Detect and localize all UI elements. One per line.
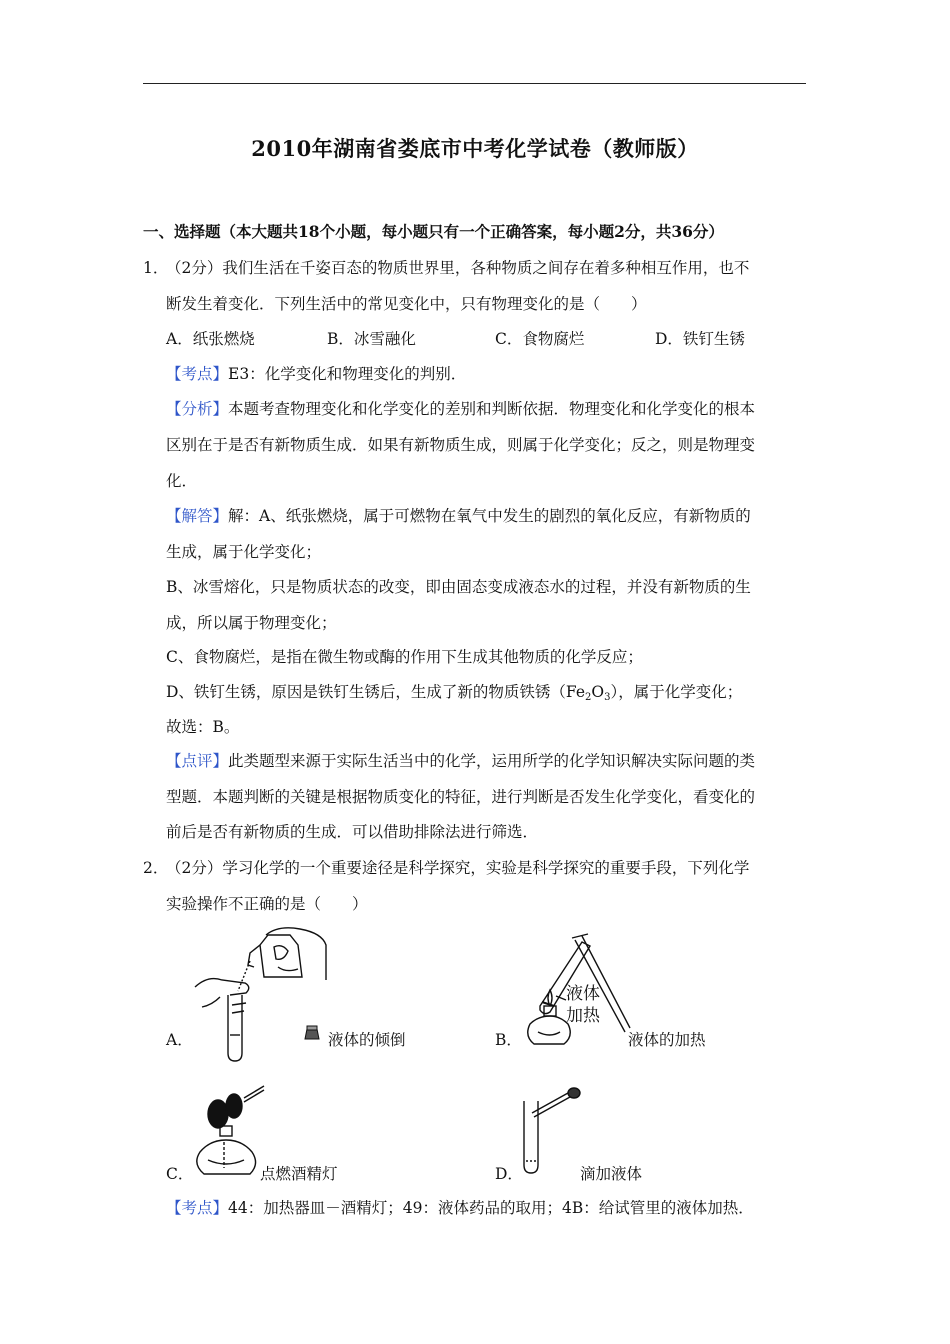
page-title: 2010年湖南省娄底市中考化学试卷（教师版）	[251, 136, 699, 161]
q2-kaodian-tag: 【考点】	[166, 1199, 229, 1217]
fenxi-tag: 【分析】	[166, 400, 229, 418]
q2-option-a-letter: A．	[166, 1031, 193, 1049]
q1-jieda-line7: 故选：B。	[166, 718, 240, 736]
q1-kaodian	[166, 364, 466, 384]
question-2-stem-line1: （2分）学习化学的一个重要途径是科学探究，实验是科学探究的重要手段，下列化学	[166, 859, 750, 877]
question-2-stem-line2: 实验操作不正确的是（ ）	[166, 895, 368, 913]
header-rule	[143, 83, 806, 84]
question-1-option-b: B．冰雪融化	[327, 330, 416, 348]
q1-jieda-line1	[166, 506, 751, 526]
q2-option-b-caption: 液体的加热	[628, 1031, 706, 1049]
dropping-liquid-figure	[518, 1085, 584, 1175]
jieda6-mid: O	[591, 683, 605, 701]
q1-jieda-line5: C、食物腐烂，是指在微生物或酶的作用下生成其他物质的化学反应；	[166, 648, 643, 666]
q1-jieda-line4: 成，所以属于物理变化；	[166, 614, 337, 632]
q2-option-d-caption: 滴加液体	[580, 1165, 643, 1183]
question-1-option-c: C．食物腐烂	[495, 330, 585, 348]
kaodian-tag: 【考点】	[166, 365, 229, 383]
question-1-stem-line1: （2分）我们生活在千姿百态的物质世界里，各种物质之间存在着多种相互作用，也不	[166, 259, 750, 277]
dianping-text-1: 此类题型来源于实际生活当中的化学，运用所学的化学知识解决实际问题的类	[228, 752, 756, 770]
q1-fenxi-line1	[166, 399, 755, 419]
jieda6-post: ），属于化学变化；	[610, 683, 743, 701]
question-1-option-d: D．铁钉生锈	[655, 330, 745, 348]
q1-dianping-line1	[166, 751, 755, 771]
q2-option-b-letter: B．	[495, 1031, 522, 1049]
heating-figure-label-heat: 加热	[566, 1006, 600, 1026]
pouring-liquid-figure	[190, 925, 330, 1065]
q1-jieda-line6	[166, 682, 742, 702]
section-heading: 一、选择题（本大题共18个小题，每小题只有一个正确答案，每小题2分，共36分）	[143, 222, 724, 241]
bottle-stopper-icon	[302, 1025, 322, 1041]
kaodian-text: E3：化学变化和物理变化的判别．	[228, 365, 467, 383]
q1-dianping-line2: 型题．本题判断的关键是根据物质变化的特征，进行判断是否发生化学变化，看变化的	[166, 788, 756, 806]
lighting-lamp-figure	[188, 1082, 268, 1182]
heating-figure-label-liquid: 液体	[566, 984, 600, 1004]
q2-kaodian	[166, 1198, 754, 1218]
q1-fenxi-line3: 化．	[166, 472, 198, 490]
q2-option-c-letter: C．	[166, 1165, 194, 1183]
q1-jieda-line3: B、冰雪熔化，只是物质状态的改变，即由固态变成液态水的过程，并没有新物质的生	[166, 578, 751, 596]
jieda-text-1: 解：A、纸张燃烧，属于可燃物在氧气中发生的剧烈的氧化反应，有新物质的	[228, 507, 751, 525]
jieda-tag: 【解答】	[166, 507, 229, 525]
question-1-option-a: A．纸张燃烧	[166, 330, 255, 348]
jieda6-pre: D、铁钉生锈，原因是铁钉生锈后，生成了新的物质铁锈（Fe	[166, 683, 586, 701]
fenxi-text-1: 本题考查物理变化和化学变化的差别和判断依据．物理变化和化学变化的根本	[228, 400, 756, 418]
q2-option-d-letter: D．	[495, 1165, 523, 1183]
q1-jieda-line2: 生成，属于化学变化；	[166, 543, 322, 561]
q2-option-c-caption: 点燃酒精灯	[260, 1165, 338, 1183]
question-2-number: 2．	[143, 859, 169, 877]
question-1-number: 1．	[143, 259, 169, 277]
jieda6-sub1: 2	[585, 692, 592, 703]
q2-kaodian-text: 44：加热器皿－酒精灯；49：液体药品的取用；4B：给试管里的液体加热．	[228, 1199, 754, 1217]
question-1-stem-line2: 断发生着变化．下列生活中的常见变化中，只有物理变化的是（ ）	[166, 295, 647, 313]
q2-option-a-caption: 液体的倾倒	[328, 1031, 406, 1049]
q1-dianping-line3: 前后是否有新物质的生成．可以借助排除法进行筛选．	[166, 823, 539, 841]
jieda6-sub2: 3	[604, 692, 611, 703]
q1-fenxi-line2: 区别在于是否有新物质生成．如果有新物质生成，则属于化学变化；反之，则是物理变	[166, 436, 756, 454]
dianping-tag: 【点评】	[166, 752, 229, 770]
